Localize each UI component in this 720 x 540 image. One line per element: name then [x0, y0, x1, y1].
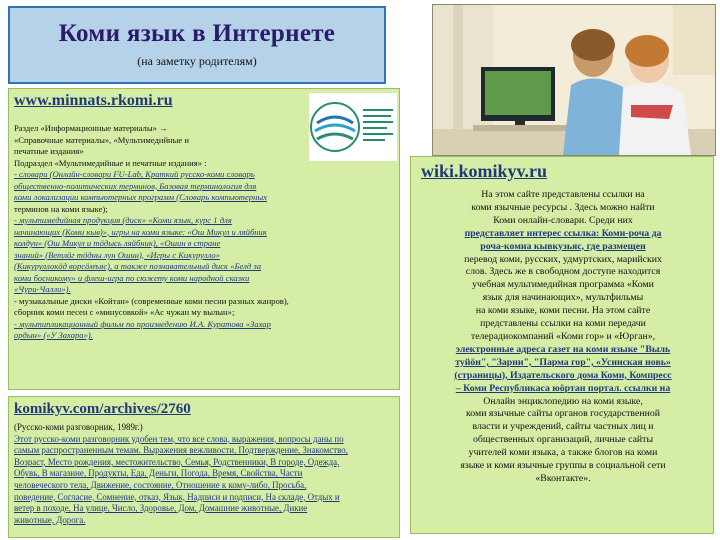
text-line: «Справочные материалы», «Мультимедийные и: [14, 134, 189, 145]
phrasebook-description: [14, 422, 396, 526]
newspaper-link[interactable]: туйӧн", "Зарни", "Парма гор", «Усинская новь»: [455, 356, 671, 368]
topic-links[interactable]: животные, Дорога.: [14, 514, 86, 525]
text-line: терминов на коми языке);: [14, 203, 108, 214]
portal-link[interactable]: – Коми Республикаса юӧртан портал. ссылки на: [455, 382, 671, 394]
dictionary-link[interactable]: роча-комиа кывкузьяс, где размещен: [480, 240, 646, 252]
topic-links[interactable]: ветер в походе, На улице, Число, Здоровье, Дом, Домашние животные, Дикие: [14, 503, 308, 514]
topic-links[interactable]: поведение, Согласие, Сомнение, отказ, Язык, Надписи и подписи, На складе, Отдых и: [14, 491, 340, 502]
text-line: На этом сайте представлены ссылки на: [481, 189, 645, 200]
dictionaries-link[interactable]: коми локализации компьютерных программ (Словарь компьютерных: [14, 192, 268, 202]
text-line: слов. Здесь же в свободном доступе находится: [465, 266, 661, 278]
minnats-link[interactable]: www.minnats.rkomi.ru: [14, 92, 173, 109]
topic-links[interactable]: Этот русско-коми разговорник удобен тем, что все слова, выражения, вопросы даны по: [14, 433, 344, 444]
text-line: перевод коми, русских, удмуртских, марийских: [464, 253, 662, 265]
text-line: - музыкальные диски «Койтан» (современные коми песни разных жанров),: [14, 295, 289, 306]
text-line: учебная мультимедийная программа «Коми: [472, 279, 654, 291]
text-line: печатные издания»: [14, 146, 84, 156]
phrasebook-box: [8, 396, 400, 538]
text-line: Подраздел «Мультимедийные и печатные издания» :: [14, 157, 207, 168]
text-line: Онлайн энциклопедию на коми языке,: [483, 395, 643, 407]
text-line: (Русско-коми разговорник, 1989г.): [14, 422, 143, 432]
text-line: коми язычные сайты органов государственной: [466, 408, 660, 420]
page-subtitle: (на заметку родителям): [137, 54, 257, 68]
text-line: коми язычные ресурсы . Здесь можно найти: [471, 201, 655, 213]
dictionary-link[interactable]: представляет интерес ссылка: Коми-роча да: [464, 227, 662, 239]
text-line: языке и коми язычные группы в социальной сети: [460, 460, 666, 472]
photo-illustration: [433, 5, 715, 155]
topic-links[interactable]: Возраст, Место рождения, местожительство, Семья, Родственники, В городе, Одежда,: [14, 456, 340, 467]
text-line: «Вконтакте».: [535, 472, 591, 484]
text-line: Раздел «Информационные материалы» →: [14, 123, 168, 133]
cartoon-link[interactable]: - мультипликационный фильм по произведению И.А. Куратова «Захар: [14, 318, 271, 329]
newspaper-link[interactable]: электронные адреса газет на коми языке "Выль: [455, 343, 671, 355]
publisher-link[interactable]: (страницы), Издательского дома Коми, Компресс: [454, 369, 672, 381]
text-line: сборник коми песен с «минусовкой» «Ас чужан му вылын»;: [14, 307, 235, 317]
multimedia-link[interactable]: «Чури-Чалли»).: [14, 284, 71, 294]
multimedia-link[interactable]: коми босникому» и флеш-игра по сюжету коми народной сказки: [14, 272, 250, 283]
page-header: [8, 6, 386, 84]
dictionaries-link[interactable]: общественно-политических терминов, Базовая терминология для: [14, 180, 257, 191]
dictionaries-link[interactable]: - словари (Онлайн-словари FU-Lab, Краткий русско-коми словарь: [14, 169, 255, 179]
minnats-description: [14, 123, 396, 342]
multimedia-link[interactable]: начинающих (Коми кыв)», игры на коми языке: «Ош Микул и ляйбник: [14, 226, 267, 237]
text-line: на коми языке, коми песни. На этом сайте: [475, 305, 651, 317]
multimedia-link[interactable]: (Кикуруллокӧд ворсӧмъяс), а также познавательный диск «Белд за: [14, 261, 262, 271]
minnats-box: [8, 88, 400, 390]
text-line: Коми онлайн-словари. Среди них: [493, 214, 633, 226]
multimedia-link[interactable]: колдун» (Ош Микул и тӧдысь ляйбник), «Ошин в стране: [14, 238, 221, 248]
wiki-box: [410, 156, 714, 534]
topic-links[interactable]: самым распространенным темам. Выражения вежливости, Подтверждение, Знакомство,: [14, 445, 348, 456]
cartoon-link[interactable]: ордын» («У Захара»).: [14, 330, 93, 340]
text-line: язык для начинающих», мультфильмы: [482, 292, 644, 304]
text-line: общественных организаций, личные сайты: [472, 434, 654, 446]
topic-links[interactable]: Обувь, В магазине, Продукты, Еда, Деньги, Погода, Время, Свойства, Части: [14, 468, 303, 479]
multimedia-link[interactable]: - мультимедийная продукция (диск» «Коми язык, курс 1 для: [14, 215, 232, 225]
phrasebook-link[interactable]: komikyv.com/archives/2760: [14, 401, 191, 417]
children-at-computer-photo: [432, 4, 716, 156]
text-line: представлены ссылки на коми передачи: [480, 318, 646, 330]
text-line: власти и учреждений, сайты частных лиц и: [472, 421, 654, 433]
text-line: телерадиокомпаний «Коми гор» и «Юрган»,: [470, 330, 656, 342]
page-title: Коми язык в Интернете: [58, 20, 336, 47]
topic-links[interactable]: человеческого тела, Движение, состояние, Отношение к кому-либо, Просьба,: [14, 479, 307, 490]
multimedia-link[interactable]: знаний» (Ветлӧг тӧдны лун Ошин), «Игры с Кикурулло»: [14, 249, 220, 260]
text-line: учителей коми языка, а также блогов на коми: [468, 447, 658, 459]
wiki-description: [417, 189, 709, 486]
wiki-link[interactable]: wiki.komikyv.ru: [421, 161, 548, 181]
